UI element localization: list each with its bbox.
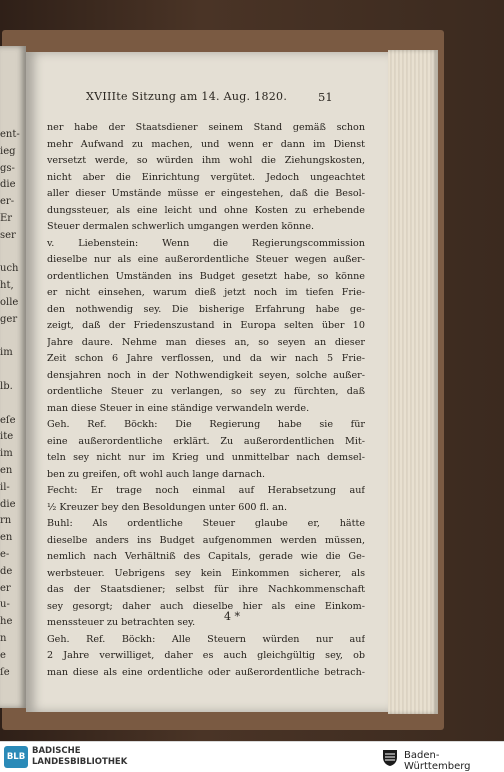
facing-page-fragment: e-	[0, 549, 10, 560]
text-line: mehr Aufwand zu machen, und wenn er dann im Dienst	[47, 138, 365, 150]
text-line: Buhl: Als ordentliche Steuer glaube er, hätte	[47, 518, 365, 529]
facing-page-fragment: im	[0, 347, 13, 359]
facing-page-fragment: en	[0, 532, 13, 544]
text-line: Geh. Ref. Böckh: Die Regierung habe sie für	[47, 419, 365, 430]
blb-logo[interactable]: BLB	[4, 746, 28, 768]
text-line: ben zu greifen, oft wohl auch lange darnach.	[47, 468, 266, 480]
text-line: teln sey nicht nur im Krieg und unmittelbar nach demsel-	[47, 452, 365, 463]
running-head: XVIIIte Sitzung am 14. Aug. 1820.	[86, 90, 288, 103]
facing-page-fragment: olle	[0, 297, 19, 308]
text-line: das der Staatsdiener; selbst für ihre Nachkommenschaft	[47, 584, 365, 595]
text-line: dungssteuer, als eine leicht und ohne Kosten zu erhebende	[47, 204, 365, 216]
text-line: dieselbe nur als eine außerordentliche Steuer wegen außer-	[47, 254, 365, 265]
text-line: v. Liebenstein: Wenn die Regierungscommission	[47, 237, 365, 249]
text-line: Geh. Ref. Böckh: Alle Steuern würden nur auf	[47, 633, 365, 645]
facing-page-fragment: die	[0, 179, 16, 191]
page-edges	[388, 50, 438, 714]
facing-page-fragment: de	[0, 565, 13, 577]
page-body	[47, 120, 365, 681]
text-line: versetzt werde, so würden ihm wohl die Ziehungskosten,	[47, 155, 365, 166]
facing-page-fragment: u-	[0, 599, 10, 611]
text-line: den nothwendig sey. Die bisherige Erfahrung habe ge-	[47, 303, 365, 315]
text-line: ordentlichen Umständen ins Budget gesetzt habe, so könne	[47, 270, 365, 282]
facing-page-fragment: n	[0, 633, 7, 644]
text-line: menssteuer zu betrachten sey.	[47, 617, 196, 628]
text-line: zeigt, daß der Friedenszustand in Europa selten über 10	[47, 320, 365, 331]
facing-page-fragment: ite	[0, 431, 14, 443]
text-line: densjahren noch in der Nothwendigkeit seyen, solche außer-	[47, 369, 365, 381]
facing-page-fragment: gs-	[0, 162, 15, 174]
facing-page-fragment: lb.	[0, 381, 13, 392]
facing-page-fragment: en	[0, 465, 13, 476]
facing-page-fragment: rn	[0, 515, 12, 527]
text-line: nicht aber die Einrichtung vergütet. Jedoch ungeachtet	[47, 171, 365, 183]
library-name[interactable]	[32, 746, 127, 768]
facing-page-fragment: die	[0, 498, 16, 510]
facing-page-fragment: er-	[0, 196, 15, 208]
facing-page-fragment: ger	[0, 313, 18, 325]
text-line: aller dieser Umstände müsse er eingestehen, daß die Besol-	[47, 188, 365, 199]
facing-page-fragment: ser	[0, 229, 16, 241]
text-line: sey gesorgt; daher auch dieselbe hier als eine Einkom-	[47, 600, 365, 612]
text-line: ordentliche Steuer zu verlangen, so sey zu fürchten, daß	[47, 386, 365, 397]
facing-page-fragment: uch	[0, 263, 19, 275]
facing-page-fragment: ieg	[0, 145, 16, 157]
text-line: eine außerordentliche erklärt. Zu außerordentlichen Mit-	[47, 435, 365, 447]
signature-mark: 4 *	[224, 610, 240, 623]
text-line: er nicht einsehen, warum dieß jetzt noch im tiefen Frie-	[47, 287, 365, 298]
state-emblem-icon	[381, 747, 399, 767]
facing-page-fragment: e	[0, 649, 6, 661]
facing-page-fragment: Er	[0, 213, 13, 224]
text-line: man diese als eine ordentliche oder außerordentliche betrach-	[47, 666, 365, 678]
book-page	[26, 52, 388, 712]
facing-page-fragment: ht,	[0, 280, 14, 292]
facing-page	[0, 46, 26, 708]
facing-page-fragment: eſe	[0, 414, 16, 426]
text-line: ner habe der Staatsdiener seinem Stand gemäß schon	[47, 122, 365, 133]
facing-page-fragment: he	[0, 616, 13, 628]
text-line: werbsteuer. Uebrigens sey kein Einkommen sicherer, als	[47, 567, 365, 579]
text-line: Fecht: Er trage noch einmal auf Herabsetzung auf	[47, 485, 365, 496]
page-number: 51	[318, 90, 333, 104]
text-line: nemlich nach Verhältniß des Capitals, gerade wie die Ge-	[47, 551, 365, 562]
footer-bar	[0, 741, 504, 772]
library-name-line2: LANDESBIBLIOTHEK	[32, 757, 128, 767]
facing-page-fragment: im	[0, 448, 13, 460]
facing-page-fragment: er	[0, 582, 11, 594]
text-line: Steuer dermalen schwerlich umgangen werden könne.	[47, 221, 315, 232]
text-line: man diese Steuer in eine ständige verwandeln werde.	[47, 402, 310, 414]
text-line: dieselbe anders ins Budget aufgenommen werden müssen,	[47, 534, 365, 546]
text-line: ½ Kreuzer bey den Besoldungen unter 600 fl. an.	[47, 501, 288, 513]
library-name-line1: BADISCHE	[32, 746, 81, 756]
text-line: 2 Jahre verwilliget, daher es auch gleichgültig sey, ob	[47, 650, 365, 661]
state-name[interactable]: Baden-Württemberg	[404, 750, 471, 772]
text-line: Zeit schon 6 Jahre verflossen, und da wir nach 5 Frie-	[47, 353, 365, 364]
facing-page-fragment: il-	[0, 481, 10, 493]
facing-page-fragment: ſe	[0, 666, 10, 678]
text-line: Jahre daure. Nehme man dieses an, so seyen an dieser	[47, 336, 365, 348]
facing-page-fragment: ent-	[0, 129, 20, 140]
